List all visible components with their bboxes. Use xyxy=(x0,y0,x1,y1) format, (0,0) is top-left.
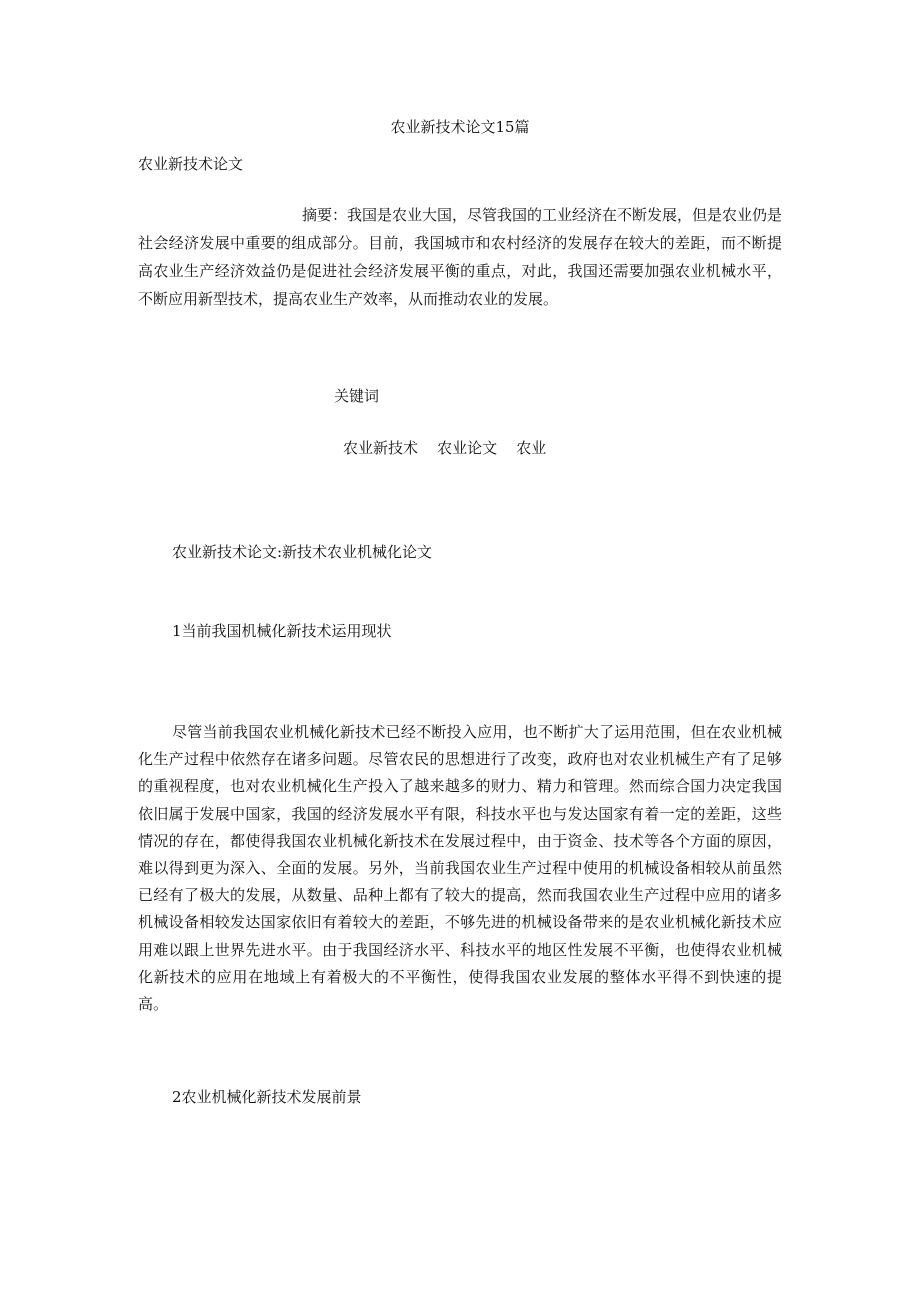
keywords-list xyxy=(343,435,546,461)
section-heading-2: 2农业机械化新技术发展前景 xyxy=(172,1088,362,1106)
abstract-paragraph: 摘要：我国是农业大国，尽管我国的工业经济在不断发展，但是农业仍是社会经济发展中重要的组成部分。目前，我国城市和农村经济的发展存在较大的差距，而不断提高农业生产经济效益仍是促进社会经济发展平衡的重点，对此，我国还需要加强农业机械水平，不断应用新型技术，提高农业生产效率，从而推动农业的发展。 xyxy=(138,206,783,308)
keyword-item: 农业新技术 xyxy=(343,439,419,457)
keywords-heading: 关键词 xyxy=(334,387,380,405)
section-title: 农业新技术论文:新技术农业机械化论文 xyxy=(172,543,433,561)
document-subtitle: 农业新技术论文 xyxy=(138,155,244,173)
section-heading-1: 1当前我国机械化新技术运用现状 xyxy=(172,622,392,640)
document-title: 农业新技术论文15篇 xyxy=(390,118,530,136)
keyword-item: 农业论文 xyxy=(437,439,498,457)
keyword-item: 农业 xyxy=(516,439,547,457)
body-paragraph: 尽管当前我国农业机械化新技术已经不断投入应用，也不断扩大了运用范围，但在农业机械化生产过程中依然存在诸多问题。尽管农民的思想进行了改变，政府也对农业机械生产有了足够的重视程度，也对农业机械化生产投入了越来越多的财力、精力和管理。然而综合国力决定我国依旧属于发展中国家，我国的经济发展水平有限，科技水平也与发达国家有着一定的差距，这些情况的存在，都使得我国农业机械化新技术在发展过程中，由于资金、技术等各个方面的原因，难以得到更为深入、全面的发展。另外，当前我国农业生产过程中使用的机械设备相较从前虽然已经有了极大的发展，从数量、品种上都有了较大的提高，然而我国农业生产过程中应用的诸多机械设备相较发达国家依旧有着较大的差距，不够先进的机械设备带来的是农业机械化新技术应用难以跟上世界先进水平。由于我国经济水平、科技水平的地区性发展不平衡，也使得农业机械化新技术的应用在地域上有着极大的不平衡性，使得我国农业发展的整体水平得不到快速的提高。 xyxy=(138,723,782,1014)
